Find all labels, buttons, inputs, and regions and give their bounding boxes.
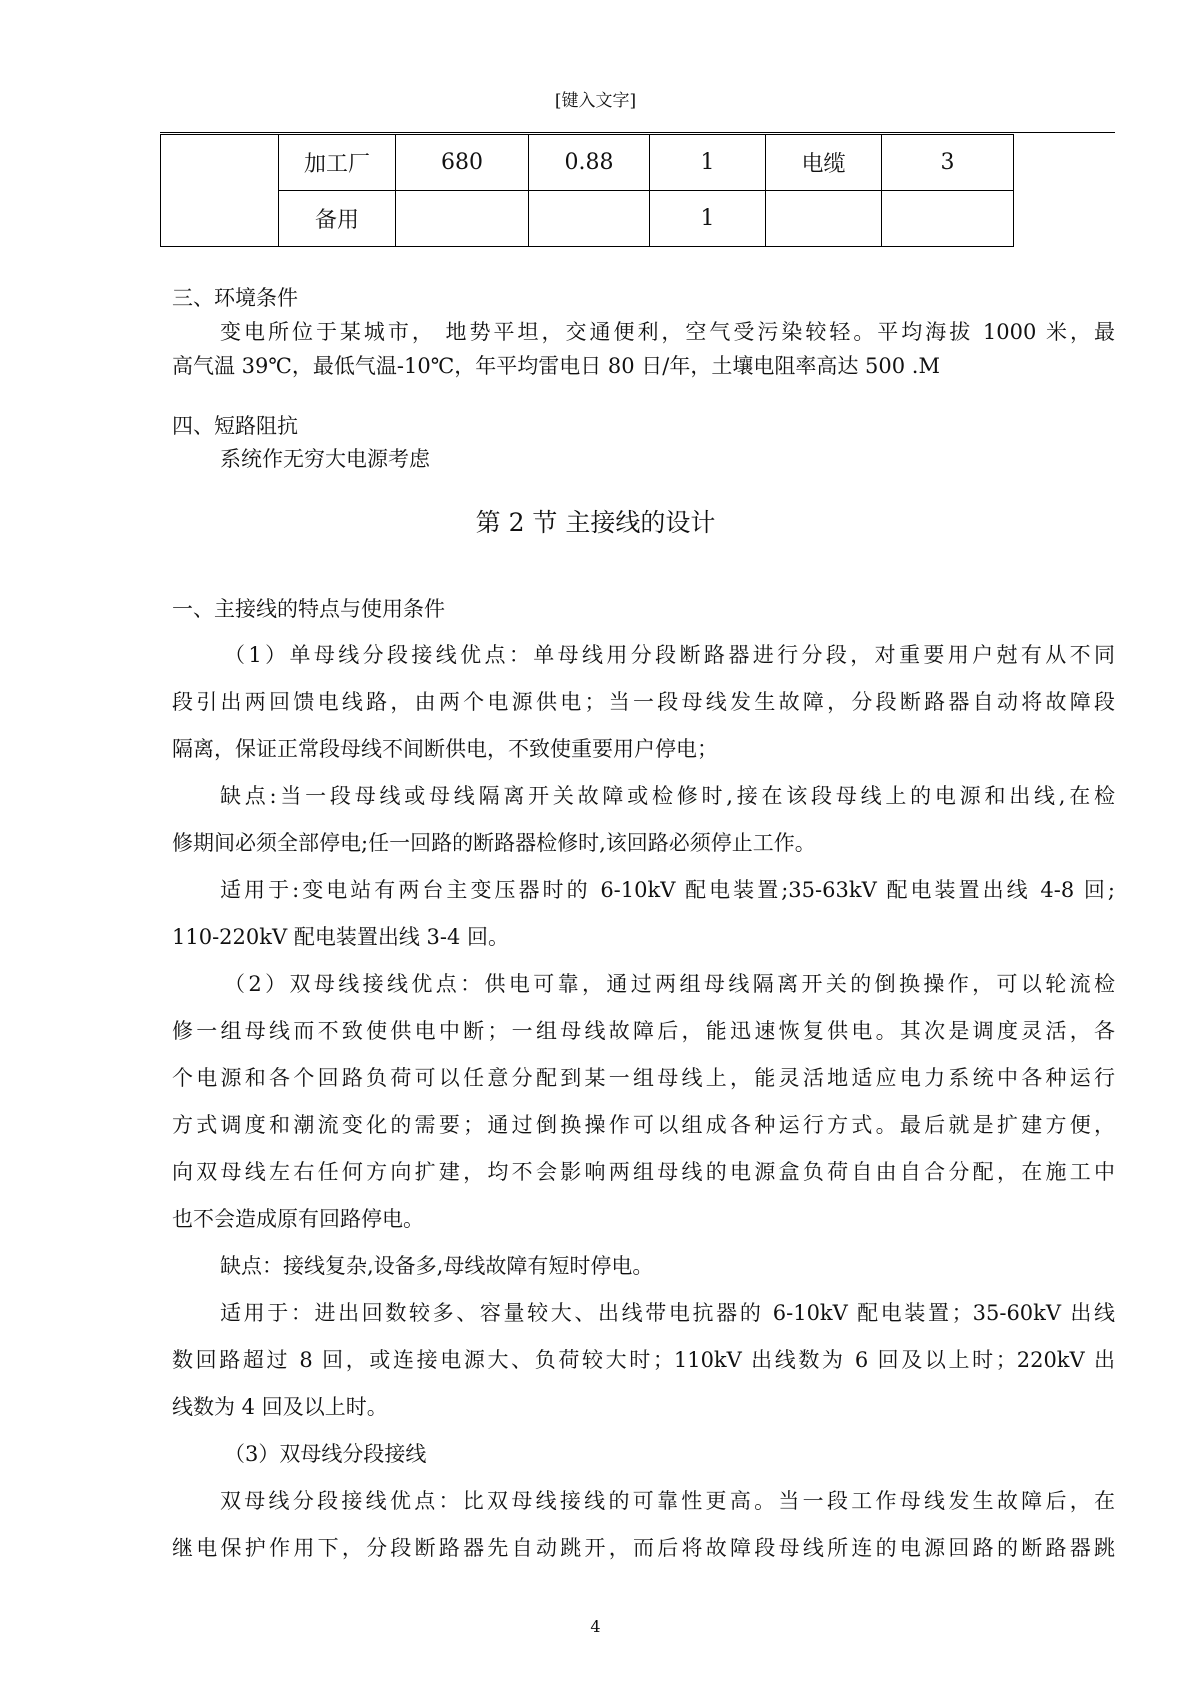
- table-cell: 1: [650, 135, 766, 191]
- text-line: 修期间必须全部停电;任一回路的断路器检修时,该回路必须停止工作。: [172, 831, 816, 855]
- table-cell: 1: [650, 191, 766, 247]
- section-title-short-circuit: 四、短路阻抗: [172, 414, 298, 438]
- header-rule: [160, 132, 1115, 133]
- text-line: 也不会造成原有回路停电。: [172, 1207, 424, 1231]
- table-cell: 0.88: [529, 135, 650, 191]
- table-cell: [396, 191, 529, 247]
- section-title-environment: 三、环境条件: [172, 286, 298, 310]
- table-cell: 加工厂: [279, 135, 396, 191]
- table-cell: [766, 191, 882, 247]
- table-cell: 备用: [279, 191, 396, 247]
- text-line: 系统作无穷大电源考虑: [220, 447, 430, 471]
- paragraph: [172, 632, 1115, 1572]
- page-header: [键入文字]: [554, 91, 637, 111]
- text-line: 110-220kV 配电装置出线 3-4 回。: [172, 925, 509, 949]
- text-line: 线数为 4 回及以上时。: [172, 1395, 388, 1419]
- table-cell: [882, 191, 1014, 247]
- text-line: （3）双母线分段接线: [224, 1442, 427, 1466]
- section-title-main-wiring: 一、主接线的特点与使用条件: [172, 597, 445, 621]
- text-line: 数回路超过 8 回，或连接电源大、负荷较大时；110kV 出线数为 6 回及以上时；220kV 出: [172, 1348, 1115, 1372]
- text-line: （2）双母线接线优点：供电可靠，通过两组母线隔离开关的倒换操作，可以轮流检: [224, 972, 1115, 996]
- text-line: 继电保护作用下，分段断路器先自动跳开，而后将故障段母线所连的电源回路的断路器跳: [172, 1536, 1115, 1560]
- text-line: 向双母线左右任何方向扩建，均不会影响两组母线的电源盒负荷自由自合分配，在施工中: [172, 1160, 1115, 1184]
- text-line: 方式调度和潮流变化的需要；通过倒换操作可以组成各种运行方式。最后就是扩建方便，: [172, 1113, 1115, 1137]
- text-line: 修一组母线而不致使供电中断；一组母线故障后，能迅速恢复供电。其次是调度灵活，各: [172, 1019, 1115, 1043]
- text-line: 个电源和各个回路负荷可以任意分配到某一组母线上，能灵活地适应电力系统中各种运行: [172, 1066, 1115, 1090]
- text-line: 适用于:变电站有两台主变压器时的 6-10kV 配电装置;35-63kV 配电装置出线 4-8 回;: [220, 878, 1115, 902]
- text-line: 高气温 39℃，最低气温-10℃，年平均雷电日 80 日/年，土壤电阻率高达 500 .M: [172, 354, 940, 378]
- table-row: [161, 191, 1014, 247]
- text-line: 缺点:当一段母线或母线隔离开关故障或检修时,接在该段母线上的电源和出线,在检: [220, 784, 1115, 808]
- table-cell: 电缆: [766, 135, 882, 191]
- text-line: 变电所位于某城市， 地势平坦，交通便利，空气受污染较轻。平均海拔 1000 米，最: [220, 320, 1115, 344]
- page-number: 4: [590, 1617, 601, 1636]
- table-cell: 3: [882, 135, 1014, 191]
- text-line: 缺点：接线复杂,设备多,母线故障有短时停电。: [220, 1254, 654, 1278]
- load-table: [160, 134, 1014, 247]
- text-line: 段引出两回馈电线路，由两个电源供电；当一段母线发生故障，分段断路器自动将故障段: [172, 690, 1115, 714]
- table-cell: 680: [396, 135, 529, 191]
- table-cell: [529, 191, 650, 247]
- text-line: 双母线分段接线优点：比双母线接线的可靠性更高。当一段工作母线发生故障后，在: [220, 1489, 1115, 1513]
- text-line: （1）单母线分段接线优点：单母线用分段断路器进行分段，对重要用户尅有从不同: [224, 643, 1115, 667]
- section-heading: 第 2 节 主接线的设计: [475, 508, 716, 537]
- text-line: 适用于：进出回数较多、容量较大、出线带电抗器的 6-10kV 配电装置；35-60kV 出线: [220, 1301, 1115, 1325]
- table-cell: [161, 135, 279, 247]
- text-line: 隔离，保证正常段母线不间断供电，不致使重要用户停电；: [172, 737, 718, 761]
- table-row: [161, 135, 1014, 191]
